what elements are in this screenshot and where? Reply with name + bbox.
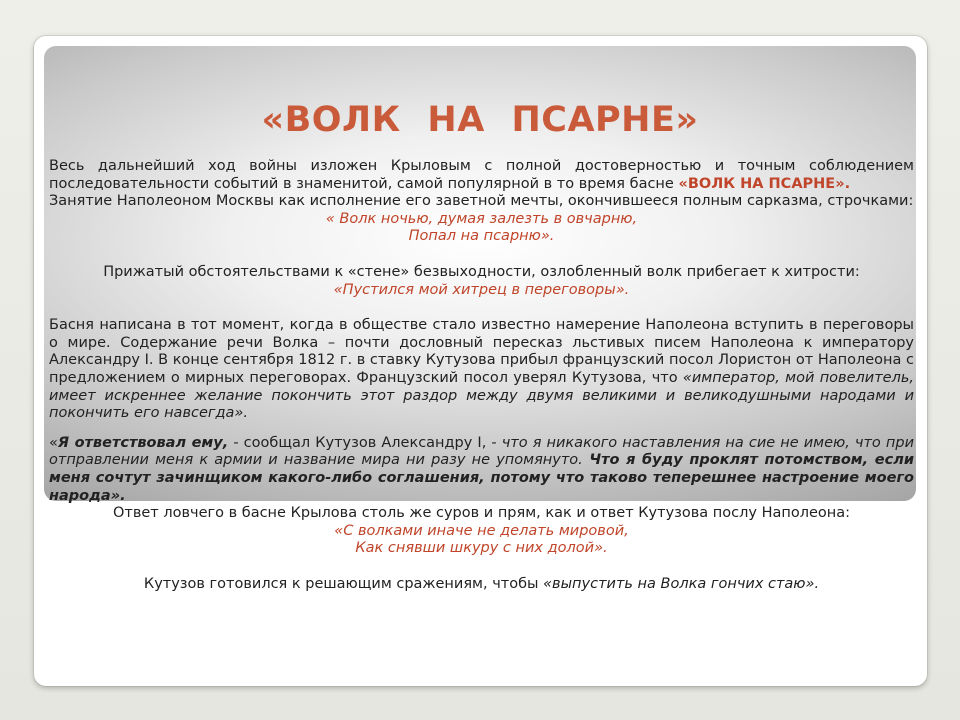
quote-line: Попал на псарню». <box>408 228 555 245</box>
paragraph-huntsman: Ответ ловчего в басне Крылова столь же суров и прям, как и ответ Кутузова послу Наполеона: <box>112 505 851 522</box>
paragraph-intro: Весь дальнейший ход войны изложен Крыловым с полной достоверностью и точным соблюдением последовательности событий в знаменитой, самой популярной в то время басне «ВОЛК НА ПСАРНЕ». <box>49 158 914 192</box>
paragraph-cunning: Прижатый обстоятельствами к «стене» безвыходности, озлобленный волк прибегает к хитрости: <box>103 263 860 280</box>
paragraph-moscow: Занятие Наполеоном Москвы как исполнение его заветной мечты, окончившееся полным сарказма, строчками: <box>49 193 914 210</box>
slide-content <box>49 158 914 593</box>
quote-line: « Волк ночью, думая залезть в овчарню, <box>325 210 638 227</box>
quote-line: «С волками иначе не делать мировой, <box>334 522 629 539</box>
quote-line: «Пустился мой хитрец в переговоры». <box>333 281 630 298</box>
paragraph-negotiations: Басня написана в тот момент, когда в обществе стало известно намерение Наполеона вступить в переговоры о мире. Содержание речи Волка – почти дословный пересказ льстивых писем Наполеона к императору Александру I. В конце сентября 1812 г. в ставку Кутузова прибыл французский посол Лористон от Наполеона с предложением о мирных переговорах. Французский посол уверял Кутузова, что «император, мой повелитель, имеет искреннее желание покончить этот раздор между двумя великими и великодушными народами и покончить его навсегда». <box>49 317 914 422</box>
paragraph-conclusion: Кутузов готовился к решающим сражениям, чтобы «выпустить на Волка гончих стаю». <box>143 575 820 592</box>
paragraph-kutuzov-letter: «Я ответствовал ему, - сообщал Кутузов Александру I, - что я никакого наставления на сие не имею, что при отправлении меня к армии и название мира ни разу не упомянуто. Что я буду проклят потомством, если меня сочтут зачинщиком какого-либо соглашения, потому что таково теперешнее настроение моего народа». <box>49 434 915 504</box>
quote-line: Как снявши шкуру с них долой». <box>355 540 608 557</box>
fable-title-highlight: «ВОЛК НА ПСАРНЕ». <box>678 175 851 192</box>
page-title: «ВОЛК НА ПСАРНЕ» <box>261 100 699 140</box>
